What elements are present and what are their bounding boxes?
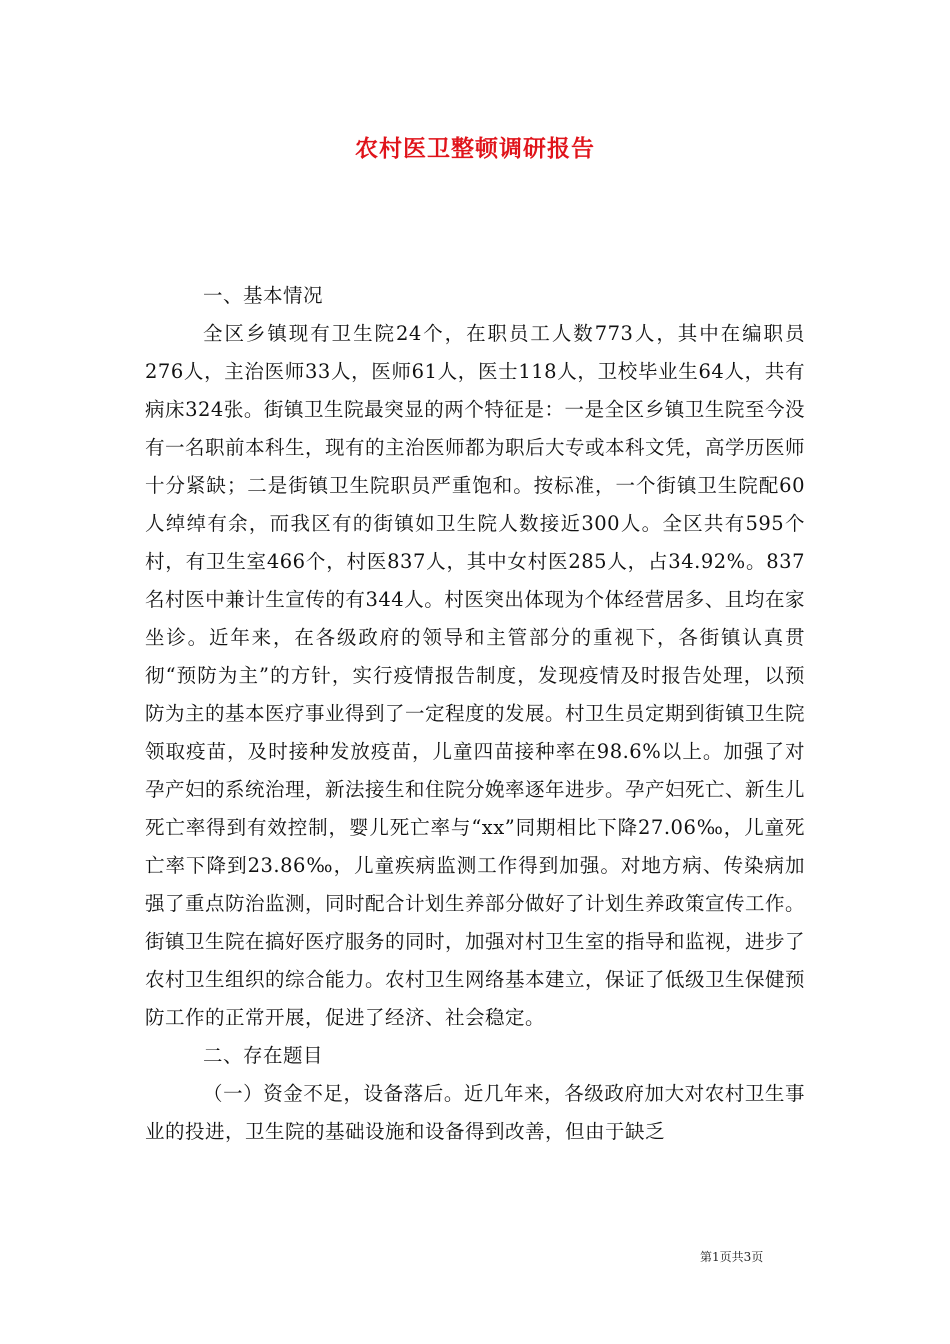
document-body <box>145 277 805 1151</box>
page-number: 第1页共3页 <box>700 1250 764 1264</box>
paragraph-basic-situation: 全区乡镇现有卫生院24个，在职员工人数773人，其中在编职员276人，主治医师33人，医师61人，医士118人，卫校毕业生64人，共有病床324张。街镇卫生院最突显的两个特征是：一是全区乡镇卫生院至今没有一名职前本科生，现有的主治医师都为职后大专或本科文凭，高学历医师十分紧缺；二是街镇卫生院职员严重饱和。按标准，一个街镇卫生院配60人绰绰有余，而我区有的街镇如卫生院人数接近300人。全区共有595个村，有卫生室466个，村医837人，其中女村医285人，占34.92%。837名村医中兼计生宣传的有344人。村医突出体现为个体经营居多、且均在家坐诊。近年来，在各级政府的领导和主管部分的重视下，各街镇认真贯彻“预防为主”的方针，实行疫情报告制度，发现疫情及时报告处理，以预防为主的基本医疗事业得到了一定程度的发展。村卫生员定期到街镇卫生院领取疫苗，及时接种发放疫苗，儿童四苗接种率在98.6%以上。加强了对孕产妇的系统治理，新法接生和住院分娩率逐年进步。孕产妇死亡、新生儿死亡率得到有效控制，婴儿死亡率与“xx”同期相比下降27.06‰，儿童死亡率下降到23.86‰，儿童疾病监测工作得到加强。对地方病、传染病加强了重点防治监测，同时配合计划生养部分做好了计划生养政策宣传工作。街镇卫生院在搞好医疗服务的同时，加强对村卫生室的指导和监视，进步了农村卫生组织的综合能力。农村卫生网络基本建立，保证了低级卫生保健预防工作的正常开展，促进了经济、社会稳定。 <box>145 322 806 1029</box>
section-heading-basic-situation: 一、基本情况 <box>203 284 324 307</box>
document-title: 农村医卫整顿调研报告 <box>355 135 595 162</box>
section-heading-existing-problems: 二、存在题目 <box>203 1044 324 1067</box>
paragraph-funding-equipment: （一）资金不足，设备落后。近几年来，各级政府加大对农村卫生事业的投进，卫生院的基础设施和设备得到改善，但由于缺乏 <box>145 1082 805 1143</box>
